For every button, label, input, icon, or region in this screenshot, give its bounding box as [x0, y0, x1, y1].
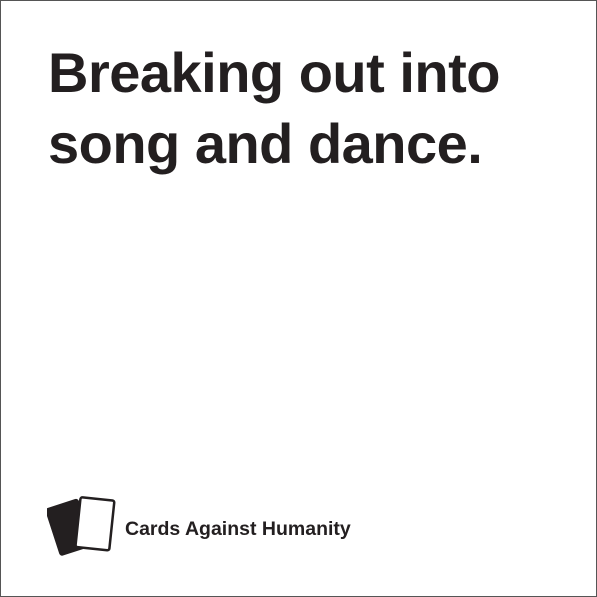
stacked-cards-icon — [47, 495, 119, 563]
brand-name: Cards Against Humanity — [125, 517, 351, 540]
card-footer — [47, 495, 351, 563]
card-text: Breaking out into song and dance. — [48, 41, 500, 175]
